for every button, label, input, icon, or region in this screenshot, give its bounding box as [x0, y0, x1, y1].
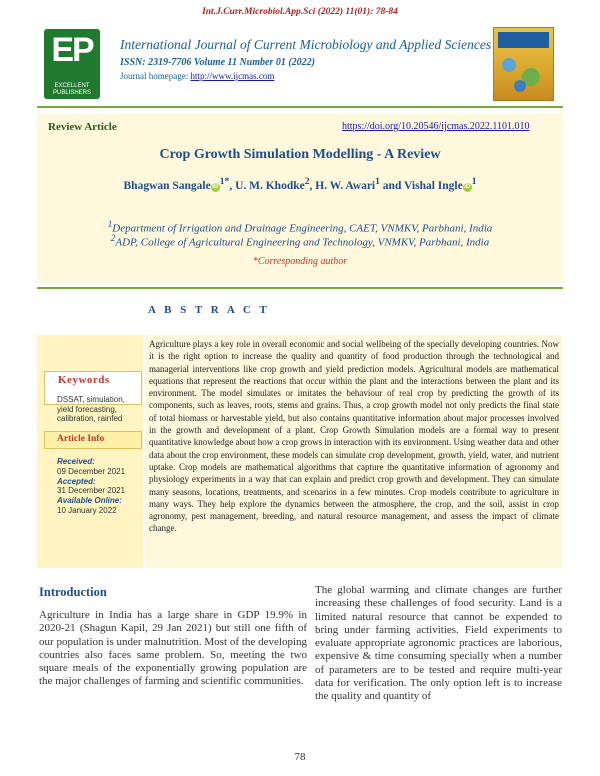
- author-affiliation-sup: 1*: [219, 176, 230, 187]
- article-type: Review Article: [48, 121, 117, 133]
- cover-bubble: [502, 58, 516, 72]
- header-rule-bottom: [37, 287, 563, 289]
- logo-letters: EP: [51, 31, 93, 69]
- issn-line: ISSN: 2319-7706 Volume 11 Number 01 (2022): [120, 57, 316, 68]
- journal-homepage: [120, 71, 274, 81]
- keywords-title: Keywords: [58, 374, 110, 386]
- body-right-column: The global warming and climate changes are further increasing these challenges of food security. Land is a limited natural resource that cannot be expended to bring under farming activities. Field experiments to evaluate appropriate agronomic practices are laborious, expensive & time consuming specially when a number of parameters are to be tested and require multi-year data for verification. The only option left is to increase the quality and quantity of: [315, 584, 562, 703]
- article-dates: [57, 457, 141, 516]
- abstract-heading: A B S T R A C T: [148, 304, 270, 316]
- accepted-date: 31 December 2021: [57, 486, 126, 496]
- introduction-heading: Introduction: [39, 585, 107, 599]
- online-date: 10 January 2022: [57, 505, 117, 515]
- author-name: U. M. Khodke: [235, 179, 305, 192]
- logo-caption: EXCELLENT PUBLISHERS: [52, 83, 91, 96]
- publisher-logo: [44, 29, 100, 99]
- accepted-label: Accepted:: [57, 476, 96, 486]
- header-rule-top: [37, 106, 563, 108]
- affiliation-2: $^2$ADP, College of Agricultural Engineering and Technology, VNMKV, Parbhani, India: [110, 233, 490, 249]
- running-head: Int.J.Curr.Microbiol.App.Sci (2022) 11(01): 78-84: [202, 7, 398, 17]
- affiliation-1: $^1$Department of Irrigation and Drainage Engineering, CAET, VNMKV, Parbhani, India: [107, 219, 493, 235]
- author-name: H. W. Awari: [315, 179, 376, 192]
- body-left-column: Agriculture in India has a large share in GDP 19.9% in 2020-21 (Shagun Kapil, 29 Jan 2021) but still one fifth of our population is under malnutrition. Most of the developing countries also faces same problem. So, meeting the two square meals of the exponentially growing population are the major challenges of farming and scientific communities.: [39, 609, 307, 688]
- received-date: 09 December 2021: [57, 466, 126, 476]
- author-name: Bhagwan Sangale: [123, 179, 211, 192]
- abstract-text: Agriculture plays a key role in overall economic and social wellbeing of the specially developing countries. Now it is the right option to increase the quality and quantity of food production through the technological and managerial interventions like crop growth and yield prediction models. Agricultural models are mathematical equations that represent the reactions that occur within the plant and the interactions between the plant and its environment. The model simulates or imitates the behaviour of real crop by predicting the growth of its components, such as leaves, roots, stems and grains. Thus, a crop growth model not only predicts the final state of total biomass or harvestable yield, but also contains quantitative information about major processes involved in the growth and development of a plant. Crop Growth Simulation models are a formal way to present quantitative knowledge about how a crop grows in interaction with its environment. Using weather data and other data about the crop environment, these models can simulate crop development, growth, yield, water, and nutrient uptake. Crop models are mathematical algorithms that capture the quantitative information of agronomy and physiology experiments in a way that can explain and predict crop growth and development. They can simulate many seasons, locations, treatments, and scenarios in a few minutes. Crop models contribute to agriculture in many ways. They help explore the dynamics between the atmosphere, the crop, and the soil, assist in crop agronomy, pest management, breeding, and natural resource management, and assess the impact of climate change.: [149, 339, 559, 534]
- sidebar-panel: [37, 335, 143, 568]
- cover-bubble: [514, 80, 526, 92]
- author-affiliation-sup: 2: [304, 176, 310, 187]
- article-info-title: Article Info: [57, 434, 105, 444]
- doi-link[interactable]: https://doi.org/10.20546/ijcmas.2022.1101.010: [342, 121, 530, 132]
- corresponding-author-note: *Corresponding author: [252, 256, 348, 267]
- cover-banner: [498, 32, 549, 48]
- article-title: Crop Growth Simulation Modelling - A Review: [159, 147, 441, 162]
- orcid-icon[interactable]: iD: [212, 183, 219, 190]
- orcid-icon[interactable]: iD: [464, 183, 471, 190]
- received-label: Received:: [57, 457, 95, 466]
- journal-cover-image: [493, 27, 554, 101]
- homepage-label: Journal homepage:: [120, 71, 191, 81]
- author-list: Bhagwan Sangale iD $^{1*}$, U. M. Khodke$^2$, H. W. Awari$^1$ and Vishal Ingle iD $^1$: [123, 176, 477, 192]
- author-affiliation-sup: 1: [375, 176, 380, 187]
- homepage-link[interactable]: http://www.ijcmas.com: [190, 71, 275, 81]
- author-name: Vishal Ingle: [404, 179, 463, 192]
- keywords-list: DSSAT, simulation, yield forecasting, calibration, rainfed: [57, 395, 125, 423]
- page-number: 78: [294, 751, 306, 763]
- journal-name: International Journal of Current Microbiology and Applied Sciences: [120, 37, 492, 52]
- online-label: Available Online:: [57, 496, 122, 506]
- author-affiliation-sup: 1: [471, 176, 477, 187]
